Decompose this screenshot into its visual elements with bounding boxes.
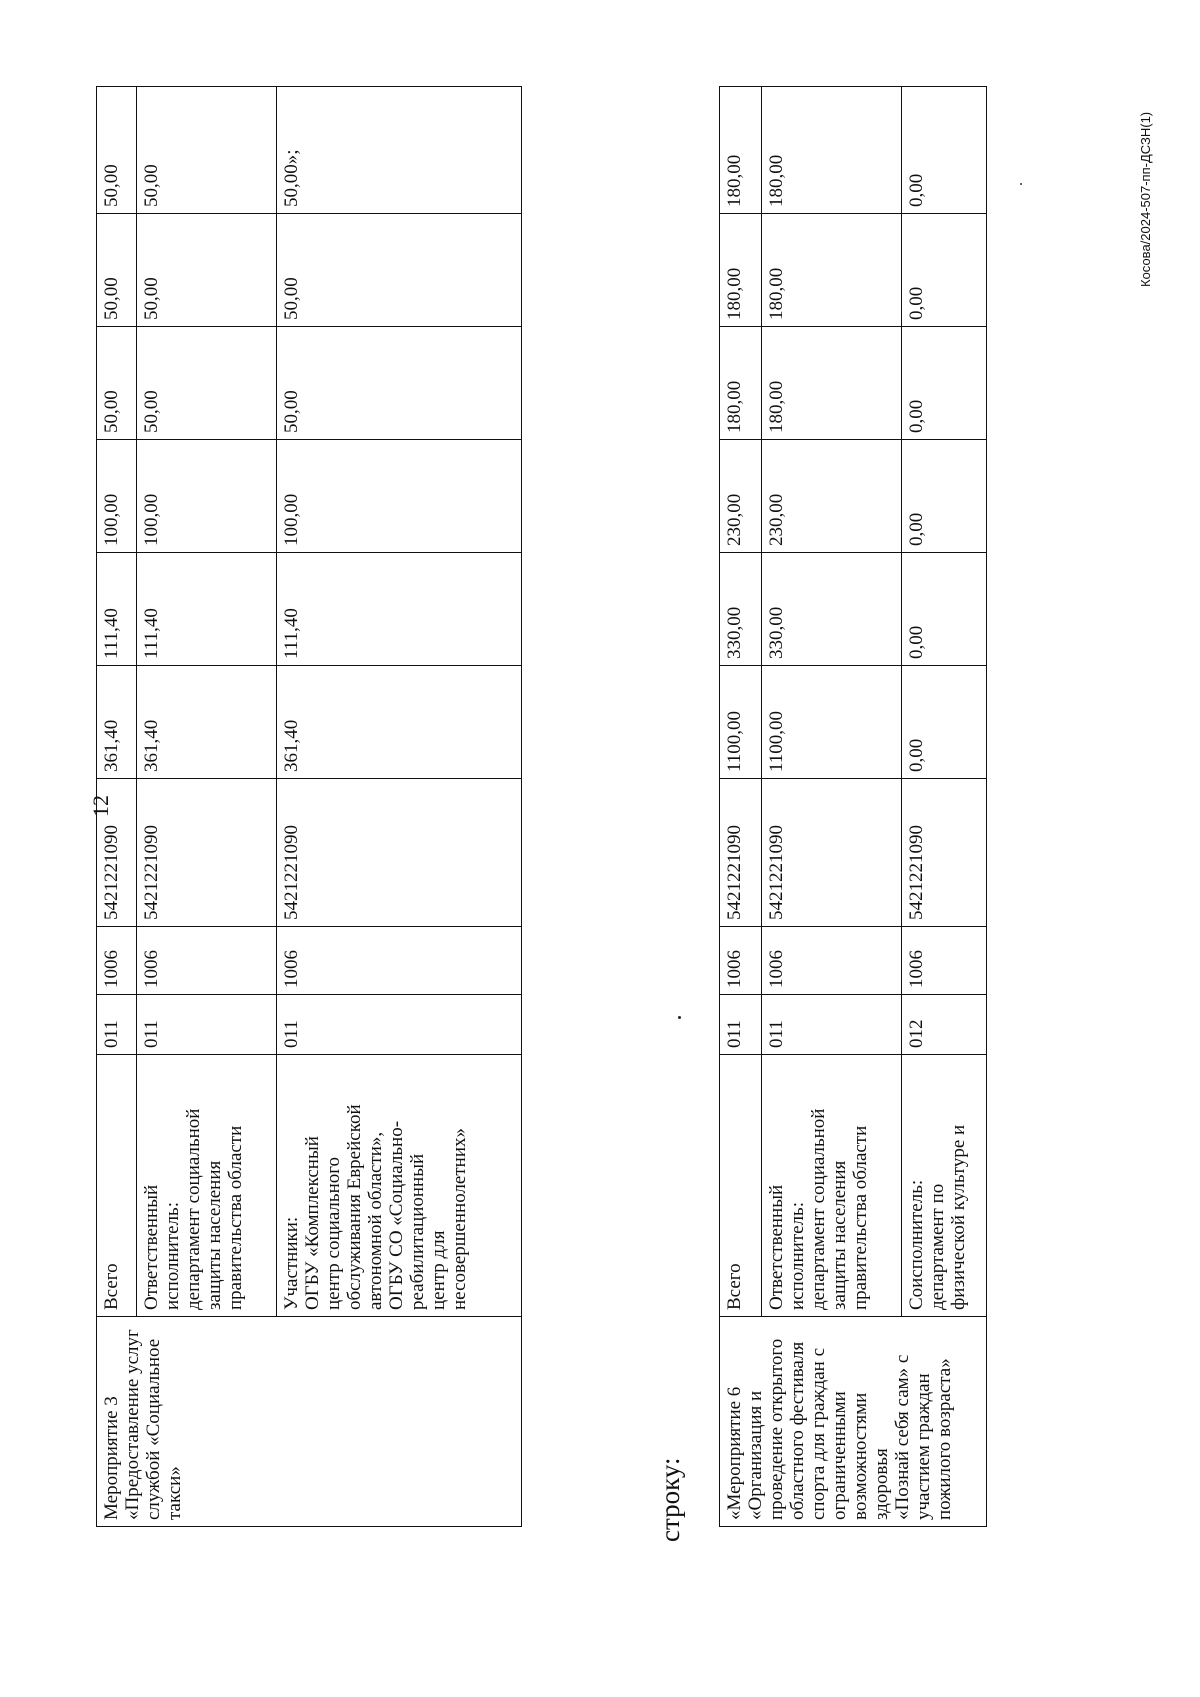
section-code: 1006 xyxy=(277,927,522,995)
stray-dot-mark xyxy=(1020,183,1022,185)
value-year-4: 180,00 xyxy=(720,214,762,327)
value-year-3: 180,00 xyxy=(720,327,762,440)
value-year-1: 111,40 xyxy=(97,553,137,666)
value-year-4: 50,00 xyxy=(277,214,522,327)
value-total: 361,40 xyxy=(137,666,277,779)
row-label: Соисполнитель: департамент по физической культуре и xyxy=(902,1055,987,1317)
stray-dot-mark xyxy=(678,1016,681,1019)
value-year-2: 0,00 xyxy=(902,440,987,553)
value-year-5: 50,00»; xyxy=(277,87,522,214)
table-row xyxy=(277,87,522,1527)
caption-text: строку: xyxy=(655,1457,685,1542)
grbs-code: 011 xyxy=(720,995,762,1055)
page-number: 12 xyxy=(88,795,113,817)
target-article-code: 5421221090 xyxy=(137,779,277,927)
value-year-4: 180,00 xyxy=(762,214,902,327)
value-year-5: 0,00 xyxy=(902,87,987,214)
target-article-code: 5421221090 xyxy=(720,779,762,927)
table-row xyxy=(97,87,137,1527)
measure-name-cell: «Мероприятие 6 «Организация и проведение открытого областного фестиваля спорта для граждан с ограниченными возможностями здоровья «Познай себя сам» с участием граждан пожилого возраста» xyxy=(720,1317,987,1527)
value-year-2: 100,00 xyxy=(97,440,137,553)
row-label: Участники: ОГБУ «Комплексный центр социального обслуживания Еврейской автономной области», ОГБУ СО «Социально- реабилитационный центр для несовершеннолетних» xyxy=(277,1055,522,1317)
section-code: 1006 xyxy=(137,927,277,995)
grbs-code: 012 xyxy=(902,995,987,1055)
section-code: 1006 xyxy=(762,927,902,995)
table-row xyxy=(902,87,987,1527)
row-label: Ответственный исполнитель: департамент социальной защиты населения правительства области xyxy=(137,1055,277,1317)
value-year-1: 0,00 xyxy=(902,553,987,666)
value-year-4: 50,00 xyxy=(137,214,277,327)
value-total: 0,00 xyxy=(902,666,987,779)
value-year-2: 100,00 xyxy=(137,440,277,553)
section-code: 1006 xyxy=(902,927,987,995)
value-year-3: 0,00 xyxy=(902,327,987,440)
value-year-1: 330,00 xyxy=(720,553,762,666)
value-year-3: 50,00 xyxy=(137,327,277,440)
value-year-5: 50,00 xyxy=(137,87,277,214)
value-year-1: 111,40 xyxy=(277,553,522,666)
section-code: 1006 xyxy=(720,927,762,995)
table-row xyxy=(720,87,762,1527)
row-label: Всего xyxy=(720,1055,762,1317)
value-total: 1100,00 xyxy=(762,666,902,779)
target-article-code: 5421221090 xyxy=(762,779,902,927)
budget-table-measure-3 xyxy=(96,86,522,1527)
target-article-code: 5421221090 xyxy=(97,779,137,927)
value-total: 1100,00 xyxy=(720,666,762,779)
section-code: 1006 xyxy=(97,927,137,995)
grbs-code: 011 xyxy=(137,995,277,1055)
grbs-code: 011 xyxy=(277,995,522,1055)
value-year-5: 50,00 xyxy=(97,87,137,214)
value-year-3: 50,00 xyxy=(277,327,522,440)
value-year-1: 330,00 xyxy=(762,553,902,666)
value-year-3: 50,00 xyxy=(97,327,137,440)
row-label: Ответственный исполнитель: департамент социальной защиты населения правительства области xyxy=(762,1055,902,1317)
table-row xyxy=(137,87,277,1527)
value-year-2: 230,00 xyxy=(720,440,762,553)
value-year-5: 180,00 xyxy=(762,87,902,214)
budget-table-measure-6 xyxy=(719,86,987,1527)
grbs-code: 011 xyxy=(762,995,902,1055)
value-year-4: 0,00 xyxy=(902,214,987,327)
target-article-code: 5421221090 xyxy=(277,779,522,927)
grbs-code: 011 xyxy=(97,995,137,1055)
measure-name-cell: Мероприятие 3 «Предоставление услуг службой «Социальное такси» xyxy=(97,1317,522,1527)
value-year-3: 180,00 xyxy=(762,327,902,440)
value-year-4: 50,00 xyxy=(97,214,137,327)
value-year-2: 100,00 xyxy=(277,440,522,553)
value-total: 361,40 xyxy=(97,666,137,779)
target-article-code: 5421221090 xyxy=(902,779,987,927)
value-total: 361,40 xyxy=(277,666,522,779)
row-label: Всего xyxy=(97,1055,137,1317)
document-id: Косова/2024-507-пп-ДСЗН(1) xyxy=(1138,111,1153,287)
value-year-5: 180,00 xyxy=(720,87,762,214)
value-year-2: 230,00 xyxy=(762,440,902,553)
value-year-1: 111,40 xyxy=(137,553,277,666)
table-row xyxy=(762,87,902,1527)
